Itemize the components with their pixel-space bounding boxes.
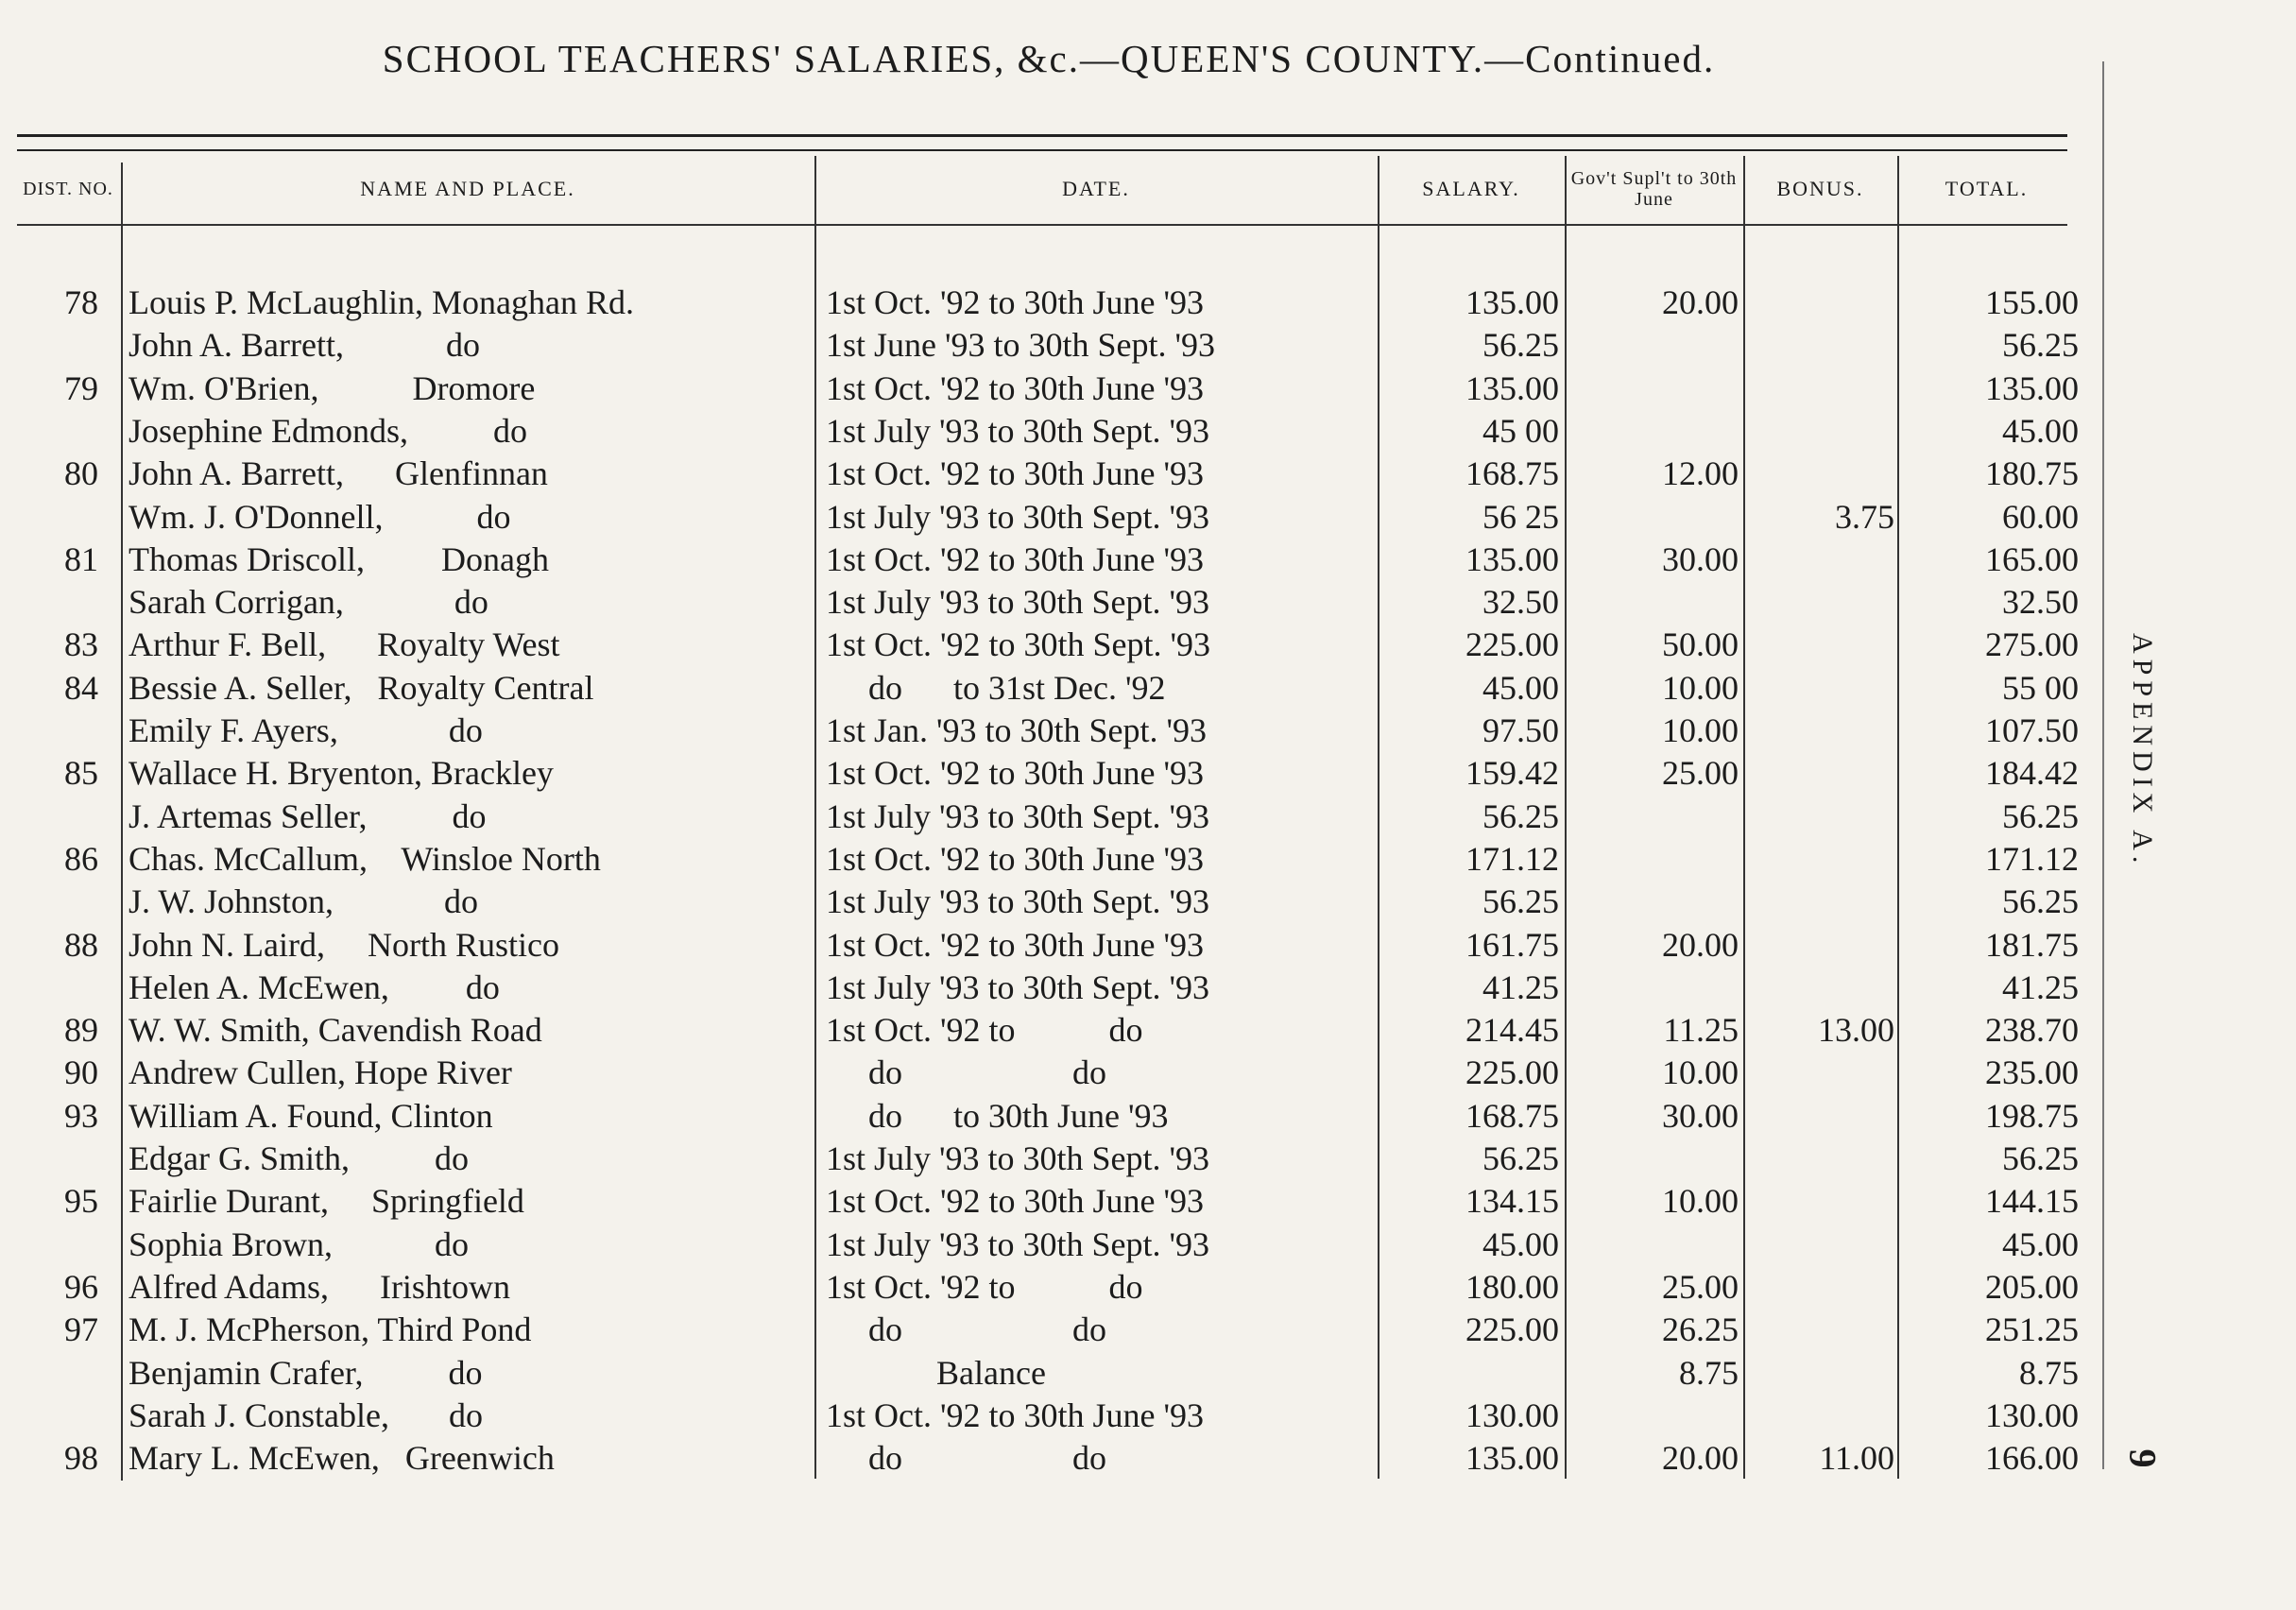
cell-salary: 214.45	[1465, 1011, 1559, 1050]
table-row	[0, 752, 2107, 795]
cell-date: 1st July '93 to 30th Sept. '93	[826, 583, 1210, 622]
cell-total: 180.75	[1985, 454, 2079, 493]
top-rule-secondary	[17, 149, 2067, 151]
cell-dist: 80	[64, 454, 98, 493]
cell-total: 171.12	[1985, 839, 2079, 878]
cell-total: 275.00	[1985, 625, 2079, 664]
cell-salary: 45 00	[1482, 411, 1559, 450]
cell-salary: 45.00	[1482, 1225, 1559, 1263]
header-govt-supplement: Gov't Supl't to 30th June	[1570, 167, 1738, 210]
cell-bonus: 3.75	[1835, 497, 1894, 536]
cell-salary: 41.25	[1482, 968, 1559, 1006]
cell-salary: 56.25	[1482, 326, 1559, 365]
cell-total: 198.75	[1985, 1096, 2079, 1135]
cell-govt: 30.00	[1662, 1096, 1739, 1135]
cell-total: 60.00	[2002, 497, 2079, 536]
table-row	[0, 1309, 2107, 1351]
page-number: 9	[2121, 1448, 2165, 1468]
cell-salary: 225.00	[1465, 625, 1559, 664]
cell-govt: 12.00	[1662, 454, 1739, 493]
cell-govt: 26.25	[1662, 1310, 1739, 1349]
cell-date: 1st July '93 to 30th Sept. '93	[826, 497, 1210, 536]
cell-total: 45.00	[2002, 411, 2079, 450]
table-row	[0, 624, 2107, 666]
cell-name: Sarah J. Constable, do	[129, 1396, 483, 1434]
cell-name: Helen A. McEwen, do	[129, 968, 500, 1006]
cell-govt: 10.00	[1662, 668, 1739, 707]
cell-date: 1st Oct. '92 to 30th June '93	[826, 839, 1204, 878]
cell-name: Josephine Edmonds, do	[129, 411, 527, 450]
cell-salary: 56 25	[1482, 497, 1559, 536]
cell-salary: 45.00	[1482, 668, 1559, 707]
header-salary: SALARY.	[1422, 176, 1520, 200]
cell-govt: 25.00	[1662, 754, 1739, 793]
cell-name: Emily F. Ayers, do	[129, 711, 483, 749]
cell-name: Louis P. McLaughlin, Monaghan Rd.	[129, 283, 634, 321]
table-row	[0, 667, 2107, 710]
cell-date: do do	[826, 1310, 1106, 1349]
cell-dist: 90	[64, 1053, 98, 1092]
cell-name: Benjamin Crafer, do	[129, 1353, 483, 1392]
appendix-label: APPENDIX A.	[2127, 633, 2158, 869]
cell-dist: 81	[64, 540, 98, 578]
cell-total: 56.25	[2002, 1139, 2079, 1177]
header-date: DATE.	[1062, 176, 1130, 200]
cell-name: Mary L. McEwen, Greenwich	[129, 1439, 555, 1478]
cell-total: 56.25	[2002, 326, 2079, 365]
cell-date: 1st Oct. '92 to 30th June '93	[826, 1182, 1204, 1221]
cell-total: 235.00	[1985, 1053, 2079, 1092]
cell-name: Wm. O'Brien, Dromore	[129, 368, 536, 407]
table-row	[0, 924, 2107, 967]
cell-name: Bessie A. Seller, Royalty Central	[129, 668, 594, 707]
cell-name: Thomas Driscoll, Donagh	[129, 540, 549, 578]
cell-name: Edgar G. Smith, do	[129, 1139, 469, 1177]
cell-salary: 135.00	[1465, 540, 1559, 578]
cell-salary: 161.75	[1465, 925, 1559, 964]
cell-date: 1st Oct. '92 to 30th June '93	[826, 283, 1204, 321]
cell-dist: 97	[64, 1310, 98, 1349]
table-row	[0, 881, 2107, 923]
cell-name: Arthur F. Bell, Royalty West	[129, 625, 560, 664]
cell-dist: 85	[64, 754, 98, 793]
cell-govt: 30.00	[1662, 540, 1739, 578]
table-row	[0, 1009, 2107, 1052]
cell-total: 165.00	[1985, 540, 2079, 578]
cell-salary: 159.42	[1465, 754, 1559, 793]
table-row	[0, 496, 2107, 539]
cell-salary: 135.00	[1465, 368, 1559, 407]
cell-name: Fairlie Durant, Springfield	[129, 1182, 524, 1221]
table-row	[0, 1180, 2107, 1223]
cell-salary: 168.75	[1465, 1096, 1559, 1135]
cell-total: 56.25	[2002, 796, 2079, 835]
cell-name: Sophia Brown, do	[129, 1225, 469, 1263]
cell-dist: 93	[64, 1096, 98, 1135]
cell-salary: 56.25	[1482, 796, 1559, 835]
cell-name: John A. Barrett, do	[129, 326, 480, 365]
cell-date: 1st July '93 to 30th Sept. '93	[826, 796, 1210, 835]
table-row	[0, 1352, 2107, 1395]
cell-govt: 10.00	[1662, 1053, 1739, 1092]
table-row	[0, 581, 2107, 624]
header-rule	[17, 224, 2067, 226]
cell-total: 56.25	[2002, 882, 2079, 921]
table-row	[0, 368, 2107, 410]
cell-govt: 20.00	[1662, 283, 1739, 321]
cell-salary: 135.00	[1465, 1439, 1559, 1478]
cell-date: do do	[826, 1053, 1106, 1092]
table-row	[0, 1138, 2107, 1180]
table-row	[0, 1052, 2107, 1094]
cell-govt: 10.00	[1662, 1182, 1739, 1221]
cell-name: J. W. Johnston, do	[129, 882, 479, 921]
cell-dist: 89	[64, 1011, 98, 1050]
table-row	[0, 1224, 2107, 1266]
cell-date: 1st July '93 to 30th Sept. '93	[826, 968, 1210, 1006]
cell-govt: 50.00	[1662, 625, 1739, 664]
cell-total: 32.50	[2002, 583, 2079, 622]
cell-govt: 8.75	[1679, 1353, 1739, 1392]
cell-salary: 32.50	[1482, 583, 1559, 622]
cell-dist: 96	[64, 1267, 98, 1306]
cell-date: 1st July '93 to 30th Sept. '93	[826, 1225, 1210, 1263]
cell-date: 1st Oct. '92 to do	[826, 1011, 1143, 1050]
cell-total: 55 00	[2002, 668, 2079, 707]
cell-salary: 56.25	[1482, 882, 1559, 921]
cell-total: 135.00	[1985, 368, 2079, 407]
cell-salary: 225.00	[1465, 1310, 1559, 1349]
cell-name: William A. Found, Clinton	[129, 1096, 493, 1135]
table-row	[0, 710, 2107, 752]
cell-date: 1st July '93 to 30th Sept. '93	[826, 1139, 1210, 1177]
cell-salary: 97.50	[1482, 711, 1559, 749]
table-row	[0, 1437, 2107, 1480]
cell-name: Wm. J. O'Donnell, do	[129, 497, 511, 536]
cell-salary: 225.00	[1465, 1053, 1559, 1092]
cell-date: do to 30th June '93	[826, 1096, 1169, 1135]
cell-dist: 95	[64, 1182, 98, 1221]
cell-date: 1st Oct. '92 to 30th June '93	[826, 1396, 1204, 1434]
cell-bonus: 13.00	[1818, 1011, 1894, 1050]
cell-name: Alfred Adams, Irishtown	[129, 1267, 510, 1306]
cell-govt: 10.00	[1662, 711, 1739, 749]
cell-name: John A. Barrett, Glenfinnan	[129, 454, 548, 493]
table-row	[0, 1395, 2107, 1437]
cell-salary: 130.00	[1465, 1396, 1559, 1434]
table-row	[0, 1266, 2107, 1309]
cell-date: 1st Oct. '92 to 30th June '93	[826, 754, 1204, 793]
header-name-and-place: NAME AND PLACE.	[360, 176, 575, 200]
cell-date: 1st Oct. '92 to 30th June '93	[826, 540, 1204, 578]
cell-name: Andrew Cullen, Hope River	[129, 1053, 512, 1092]
header-bonus: BONUS.	[1776, 176, 1864, 200]
cell-bonus: 11.00	[1819, 1439, 1894, 1478]
cell-salary: 134.15	[1465, 1182, 1559, 1221]
cell-dist: 83	[64, 625, 98, 664]
cell-name: Wallace H. Bryenton, Brackley	[129, 754, 554, 793]
cell-name: W. W. Smith, Cavendish Road	[129, 1011, 542, 1050]
cell-date: 1st July '93 to 30th Sept. '93	[826, 882, 1210, 921]
cell-dist: 98	[64, 1439, 98, 1478]
table-row	[0, 453, 2107, 495]
cell-date: 1st June '93 to 30th Sept. '93	[826, 326, 1215, 365]
cell-date: do to 31st Dec. '92	[826, 668, 1166, 707]
cell-total: 144.15	[1985, 1182, 2079, 1221]
cell-total: 107.50	[1985, 711, 2079, 749]
cell-salary: 171.12	[1465, 839, 1559, 878]
cell-salary: 168.75	[1465, 454, 1559, 493]
cell-date: 1st Oct. '92 to 30th June '93	[826, 925, 1204, 964]
cell-date: 1st Oct. '92 to 30th June '93	[826, 454, 1204, 493]
cell-date: 1st Oct. '92 to do	[826, 1267, 1143, 1306]
cell-dist: 86	[64, 839, 98, 878]
header-dist-no: DIST. NO.	[23, 178, 113, 199]
cell-total: 238.70	[1985, 1011, 2079, 1050]
cell-name: Sarah Corrigan, do	[129, 583, 488, 622]
cell-salary: 180.00	[1465, 1267, 1559, 1306]
cell-dist: 84	[64, 668, 98, 707]
cell-total: 45.00	[2002, 1225, 2079, 1263]
cell-date: 1st July '93 to 30th Sept. '93	[826, 411, 1210, 450]
table-row	[0, 410, 2107, 453]
cell-govt: 20.00	[1662, 1439, 1739, 1478]
cell-total: 155.00	[1985, 283, 2079, 321]
table-row	[0, 1095, 2107, 1138]
cell-name: M. J. McPherson, Third Pond	[129, 1310, 532, 1349]
cell-date: do do	[826, 1439, 1106, 1478]
cell-total: 181.75	[1985, 925, 2079, 964]
cell-govt: 11.25	[1663, 1011, 1739, 1050]
cell-date: 1st Oct. '92 to 30th Sept. '93	[826, 625, 1210, 664]
table-row	[0, 539, 2107, 581]
cell-total: 251.25	[1985, 1310, 2079, 1349]
table-row	[0, 796, 2107, 838]
cell-dist: 88	[64, 925, 98, 964]
cell-govt: 20.00	[1662, 925, 1739, 964]
cell-total: 166.00	[1985, 1439, 2079, 1478]
page-title: SCHOOL TEACHERS' SALARIES, &c.—QUEEN'S COUNTY.—Continued.	[382, 37, 1716, 80]
cell-govt: 25.00	[1662, 1267, 1739, 1306]
cell-salary: 135.00	[1465, 283, 1559, 321]
cell-date: 1st Oct. '92 to 30th June '93	[826, 368, 1204, 407]
cell-total: 205.00	[1985, 1267, 2079, 1306]
cell-date: Balance	[826, 1353, 1046, 1392]
table-row	[0, 967, 2107, 1009]
cell-dist: 78	[64, 283, 98, 321]
cell-total: 130.00	[1985, 1396, 2079, 1434]
table-row	[0, 324, 2107, 367]
cell-name: J. Artemas Seller, do	[129, 796, 487, 835]
table-row	[0, 282, 2107, 324]
top-rule	[17, 134, 2067, 137]
cell-name: Chas. McCallum, Winsloe North	[129, 839, 601, 878]
cell-total: 41.25	[2002, 968, 2079, 1006]
cell-date: 1st Jan. '93 to 30th Sept. '93	[826, 711, 1207, 749]
cell-dist: 79	[64, 368, 98, 407]
table-row	[0, 838, 2107, 881]
header-total: TOTAL.	[1945, 176, 2029, 200]
cell-name: John N. Laird, North Rustico	[129, 925, 559, 964]
cell-salary: 56.25	[1482, 1139, 1559, 1177]
cell-total: 8.75	[2019, 1353, 2079, 1392]
cell-total: 184.42	[1985, 754, 2079, 793]
